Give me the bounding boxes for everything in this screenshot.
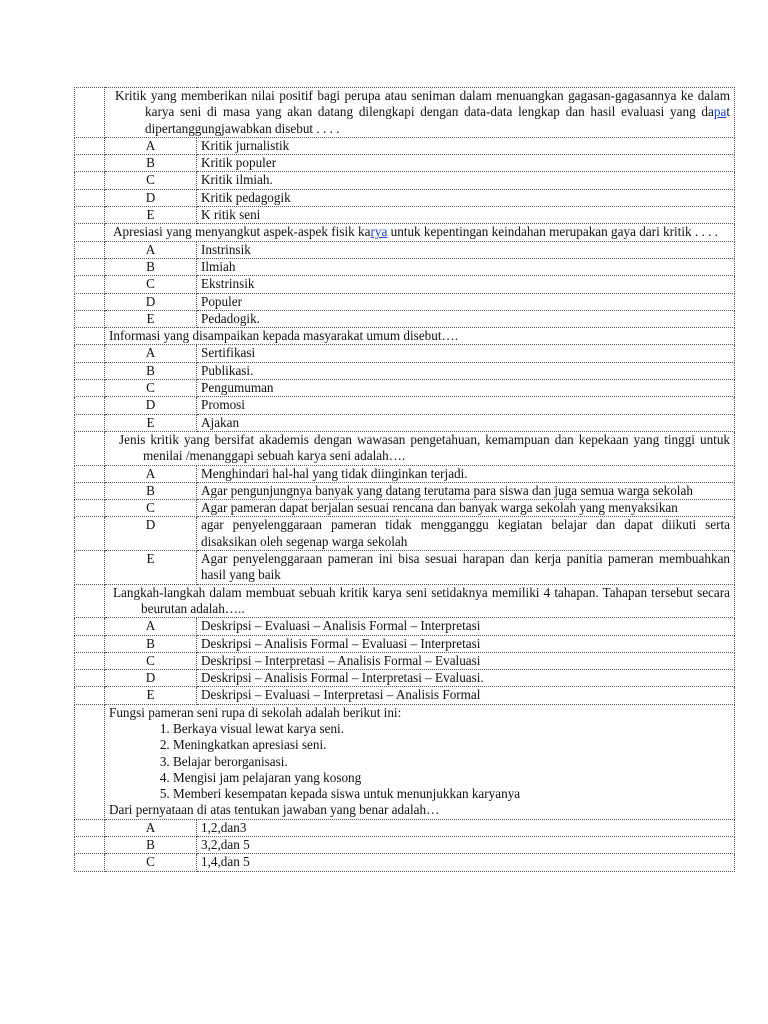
number-cell <box>75 414 105 431</box>
statement-item: 3. Belajar berorganisasi. <box>173 754 730 770</box>
number-cell <box>75 837 105 854</box>
stem-text: Apresiasi yang menyangkut aspek-aspek fisik ka <box>113 224 371 240</box>
option-letter: A <box>105 618 197 635</box>
quiz-body <box>75 88 735 872</box>
option-text: Kritik populer <box>197 155 735 172</box>
option-row <box>75 551 735 585</box>
option-text: Pedadogik. <box>197 310 735 327</box>
option-letter: C <box>105 380 197 397</box>
option-letter: E <box>105 207 197 224</box>
option-letter: C <box>105 500 197 517</box>
stem-text: t dipertanggungjawabkan disebut . . . . <box>145 104 731 136</box>
option-letter: B <box>105 837 197 854</box>
option-row <box>75 500 735 517</box>
option-letter: E <box>105 687 197 704</box>
number-cell <box>75 380 105 397</box>
option-text: Ajakan <box>197 414 735 431</box>
option-row <box>75 189 735 206</box>
option-row <box>75 618 735 635</box>
number-cell <box>75 551 105 585</box>
option-letter: C <box>105 276 197 293</box>
number-cell <box>75 670 105 687</box>
number-cell <box>75 258 105 275</box>
number-cell <box>75 517 105 551</box>
number-cell <box>75 465 105 482</box>
option-row <box>75 172 735 189</box>
number-cell <box>75 431 105 465</box>
statement-list <box>109 721 730 802</box>
question-intro: Fungsi pameran seni rupa di sekolah adalah berikut ini: <box>109 704 402 720</box>
number-cell <box>75 618 105 635</box>
number-cell <box>75 88 105 138</box>
option-letter: B <box>105 258 197 275</box>
question-stem <box>105 224 735 241</box>
option-row <box>75 670 735 687</box>
option-row <box>75 258 735 275</box>
option-letter: A <box>105 241 197 258</box>
option-text: Agar pameran dapat berjalan sesuai rencana dan banyak warga sekolah yang menyaksikan <box>197 500 735 517</box>
option-text: Pengumuman <box>197 380 735 397</box>
number-cell <box>75 652 105 669</box>
option-text: Kritik jurnalistik <box>197 137 735 154</box>
option-row <box>75 854 735 871</box>
statement-item: 2. Meningkatkan apresiasi seni. <box>173 737 730 753</box>
question-stem: Jenis kritik yang bersifat akademis dengan wawasan pengetahuan, kemampuan dan kepekaan yang tinggi untuk menilai /menanggapi sebuah karya seni adalah…. <box>105 431 735 465</box>
number-cell <box>75 276 105 293</box>
option-text: agar penyelenggaraan pameran tidak mengganggu kegiatan belajar dan dapat diikuti serta disaksikan oleh segenap warga sekolah <box>197 517 735 551</box>
option-row <box>75 362 735 379</box>
question-row <box>75 224 735 241</box>
number-cell <box>75 482 105 499</box>
question-row <box>75 431 735 465</box>
option-letter: B <box>105 482 197 499</box>
number-cell <box>75 207 105 224</box>
option-letter: A <box>105 465 197 482</box>
option-row <box>75 310 735 327</box>
number-cell <box>75 137 105 154</box>
option-row <box>75 380 735 397</box>
question-row <box>75 88 735 138</box>
option-text: Deskripsi – Evaluasi – Interpretasi – Analisis Formal <box>197 687 735 704</box>
option-text: 3,2,dan 5 <box>197 837 735 854</box>
option-text: Instrinsik <box>197 241 735 258</box>
question-prompt: Dari pernyataan di atas tentukan jawaban yang benar adalah… <box>109 802 440 818</box>
option-text: Sertifikasi <box>197 345 735 362</box>
option-letter: D <box>105 670 197 687</box>
number-cell <box>75 155 105 172</box>
option-text: Ekstrinsik <box>197 276 735 293</box>
option-row <box>75 482 735 499</box>
question-stem <box>105 88 735 138</box>
option-row <box>75 517 735 551</box>
option-text: Deskripsi – Evaluasi – Analisis Formal – Interpretasi <box>197 618 735 635</box>
option-row <box>75 635 735 652</box>
option-letter: E <box>105 551 197 585</box>
stem-text: Kritik yang memberikan nilai positif bagi perupa atau seniman dalam menuangkan gagasan-gagasannya ke dalam karya seni di masa yang akan datang dilengkapi dengan data-data lengkap dan hasil evaluasi yang da <box>115 88 731 120</box>
option-row <box>75 397 735 414</box>
number-cell <box>75 584 105 618</box>
option-row <box>75 276 735 293</box>
option-row <box>75 414 735 431</box>
option-letter: D <box>105 293 197 310</box>
option-text: Kritik ilmiah. <box>197 172 735 189</box>
option-row <box>75 155 735 172</box>
option-text: Kritik pedagogik <box>197 189 735 206</box>
statement-item: 4. Mengisi jam pelajaran yang kosong <box>173 770 730 786</box>
option-row <box>75 819 735 836</box>
option-letter: E <box>105 310 197 327</box>
option-row <box>75 465 735 482</box>
option-text: Populer <box>197 293 735 310</box>
option-letter: C <box>105 172 197 189</box>
question-stem: Langkah-langkah dalam membuat sebuah kritik karya seni setidaknya memiliki 4 tahapan. Tahapan tersebut secara beurutan adalah….. <box>105 584 735 618</box>
option-letter: C <box>105 652 197 669</box>
question-stem: Informasi yang disampaikan kepada masyarakat umum disebut…. <box>105 328 735 345</box>
option-letter: D <box>105 517 197 551</box>
number-cell <box>75 241 105 258</box>
number-cell <box>75 704 105 819</box>
option-text: K ritik seni <box>197 207 735 224</box>
number-cell <box>75 397 105 414</box>
number-cell <box>75 172 105 189</box>
option-text: Deskripsi – Analisis Formal – Evaluasi – Interpretasi <box>197 635 735 652</box>
option-row <box>75 837 735 854</box>
option-text: Agar penyelenggaraan pameran ini bisa sesuai harapan dan kerja panitia pameran membuahkan hasil yang baik <box>197 551 735 585</box>
number-cell <box>75 854 105 871</box>
option-letter: E <box>105 414 197 431</box>
number-cell <box>75 345 105 362</box>
question-row <box>75 584 735 618</box>
number-cell <box>75 189 105 206</box>
option-letter: B <box>105 362 197 379</box>
option-text: Promosi <box>197 397 735 414</box>
number-cell <box>75 687 105 704</box>
option-row <box>75 293 735 310</box>
option-row <box>75 652 735 669</box>
statement-item: 5. Memberi kesempatan kepada siswa untuk menunjukkan karyanya <box>173 786 730 802</box>
question-row <box>75 704 735 819</box>
option-letter: D <box>105 397 197 414</box>
option-text: Deskripsi – Interpretasi – Analisis Formal – Evaluasi <box>197 652 735 669</box>
option-letter: D <box>105 189 197 206</box>
option-row <box>75 207 735 224</box>
number-cell <box>75 224 105 241</box>
quiz-table <box>74 87 735 872</box>
option-row <box>75 241 735 258</box>
number-cell <box>75 819 105 836</box>
number-cell <box>75 310 105 327</box>
option-row <box>75 687 735 704</box>
option-text: Publikasi. <box>197 362 735 379</box>
question-stem <box>105 704 735 819</box>
option-text: Ilmiah <box>197 258 735 275</box>
option-text: 1,4,dan 5 <box>197 854 735 871</box>
option-letter: B <box>105 635 197 652</box>
statement-item: 1. Berkaya visual lewat karya seni. <box>173 721 730 737</box>
stem-link[interactable]: rya <box>370 224 388 240</box>
option-text: Deskripsi – Analisis Formal – Interpretasi – Evaluasi. <box>197 670 735 687</box>
option-letter: A <box>105 819 197 836</box>
number-cell <box>75 328 105 345</box>
option-letter: A <box>105 137 197 154</box>
option-row <box>75 345 735 362</box>
question-row <box>75 328 735 345</box>
stem-link[interactable]: pa <box>713 104 727 120</box>
number-cell <box>75 362 105 379</box>
stem-text: untuk kepentingan keindahan merupakan gaya dari kritik . . . . <box>387 224 718 240</box>
number-cell <box>75 500 105 517</box>
option-letter: C <box>105 854 197 871</box>
number-cell <box>75 635 105 652</box>
number-cell <box>75 293 105 310</box>
option-row <box>75 137 735 154</box>
option-letter: B <box>105 155 197 172</box>
option-text: Agar pengunjungnya banyak yang datang terutama para siswa dan juga semua warga sekolah <box>197 482 735 499</box>
option-text: Menghindari hal-hal yang tidak diinginkan terjadi. <box>197 465 735 482</box>
option-letter: A <box>105 345 197 362</box>
option-text: 1,2,dan3 <box>197 819 735 836</box>
